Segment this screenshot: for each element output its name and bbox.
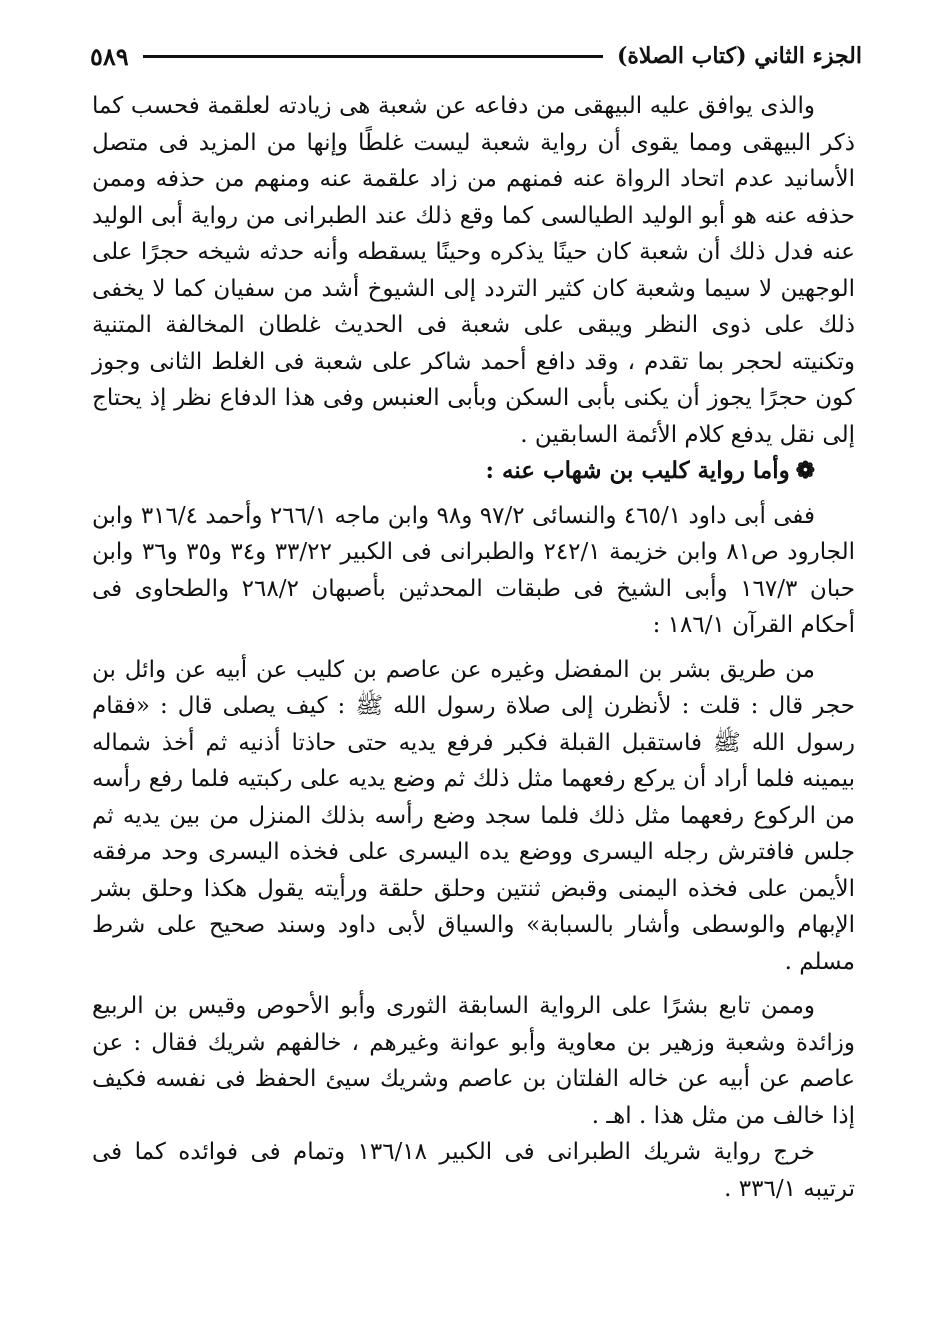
paragraph-3: من طريق بشر بن المفضل وغيره عن عاصم بن كليب عن أبيه عن وائل بن حجر قال : قلت : لأنظرن إلى صلاة رسول الله ﷺ : كيف يصلى قال : «فقام رسول الله ﷺ فاستقبل القبلة فكبر فرفع يديه حتى حاذتا أذنيه ثم أخذ شماله بيمينه فلما أراد أن يركع رفعهما مثل ذلك ثم وضع يديه على ركبتيه فلما رفع رأسه من الركوع رفعهما مثل ذلك فلما سجد وضع رأسه بذلك المنزل من بين يديه ثم جلس فافترش رجله اليسرى ووضع يده اليسرى على فخذه اليسرى وحد مرفقه الأيمن على فخذه اليمنى وقبض ثنتين وحلق حلقة ورأيته يقول هكذا وحلق بشر الإبهام والوسطى وأشار بالسبابة» والسياق لأبى داود وسند صحيح على شرط مسلم . — [92, 656, 855, 975]
page-header — [90, 34, 862, 78]
spacer — [92, 644, 855, 652]
section-heading — [92, 453, 855, 490]
section-heading-text: وأما رواية كليب بن شهاب عنه : — [485, 457, 790, 484]
star-ornament-icon: ❁ — [795, 457, 815, 484]
spacer — [92, 980, 855, 988]
running-title: الجزء الثاني (كتاب الصلاة) — [617, 43, 862, 69]
paragraph-4: وممن تابع بشرًا على الرواية السابقة الثورى وأبو الأحوص وقيس بن الربيع وزائدة وشعبة وزهير بن معاوية وأبو عوانة وغيرهم ، خالفهم شريك فقال : عن عاصم عن أبيه عن خاله الفلتان بن عاصم وشريك سيئ الحفظ فى نفسه فكيف إذا خالف من مثل هذا . اهـ . — [92, 993, 855, 1129]
paragraph-1: والذى يوافق عليه البيهقى من دفاعه عن شعبة هى زيادته لعلقمة فحسب كما ذكر البيهقى ومما يقوى أن رواية شعبة ليست غلطًا وإنها من المزيد فى متصل الأسانيد عدم اتحاد الرواة عنه فمنهم من زاد علقمة عنه ومنهم من حذفه وممن حذفه عنه هو أبو الوليد الطيالسى كما وقع ذلك عند الطبرانى من رواية أبى الوليد عنه فدل ذلك أن شعبة كان حينًا يذكره وحينًا يسقطه وأنه حدثه شيخه حجرًا على الوجهين لا سيما وشعبة كان كثير التردد إلى الشيوخ أشد من سفيان كما لا يخفى ذلك على ذوى النظر ويبقى على شعبة فى الحديث غلطان المخالفة المتنية وتكنيته لحجر بما تقدم ، وقد دافع أحمد شاكر على شعبة فى الغلط الثانى وجوز كون حجرًا يجوز أن يكنى بأبى السكن وبأبى العنبس وفى هذا الدفاع نظر إذ يحتاج إلى نقل يدفع كلام الأئمة السابقين . — [92, 93, 855, 448]
page-body — [92, 88, 855, 1207]
page-number: ٥٨٩ — [90, 41, 129, 71]
spacer — [92, 490, 855, 498]
paragraph-5: خرج رواية شريك الطبرانى فى الكبير ١٣٦/١٨ وتمام فى فوائده كما فى ترتيبه ٣٣٦/١ . — [92, 1139, 855, 1202]
header-rule — [143, 55, 603, 58]
paragraph-2: ففى أبى داود ٤٦٥/١ والنسائى ٩٧/٢ و٩٨ وابن ماجه ٢٦٦/١ وأحمد ٣١٦/٤ وابن الجارود ص٨١ وابن خزيمة ٢٤٢/١ والطبرانى فى الكبير ٣٣/٢٢ و٣٤ و٣٥ و٣٦ وابن حبان ١٦٧/٣ وأبى الشيخ فى طبقات المحدثين بأصبهان ٢٦٨/٢ والطحاوى فى أحكام القرآن ١٨٦/١ : — [92, 502, 856, 638]
